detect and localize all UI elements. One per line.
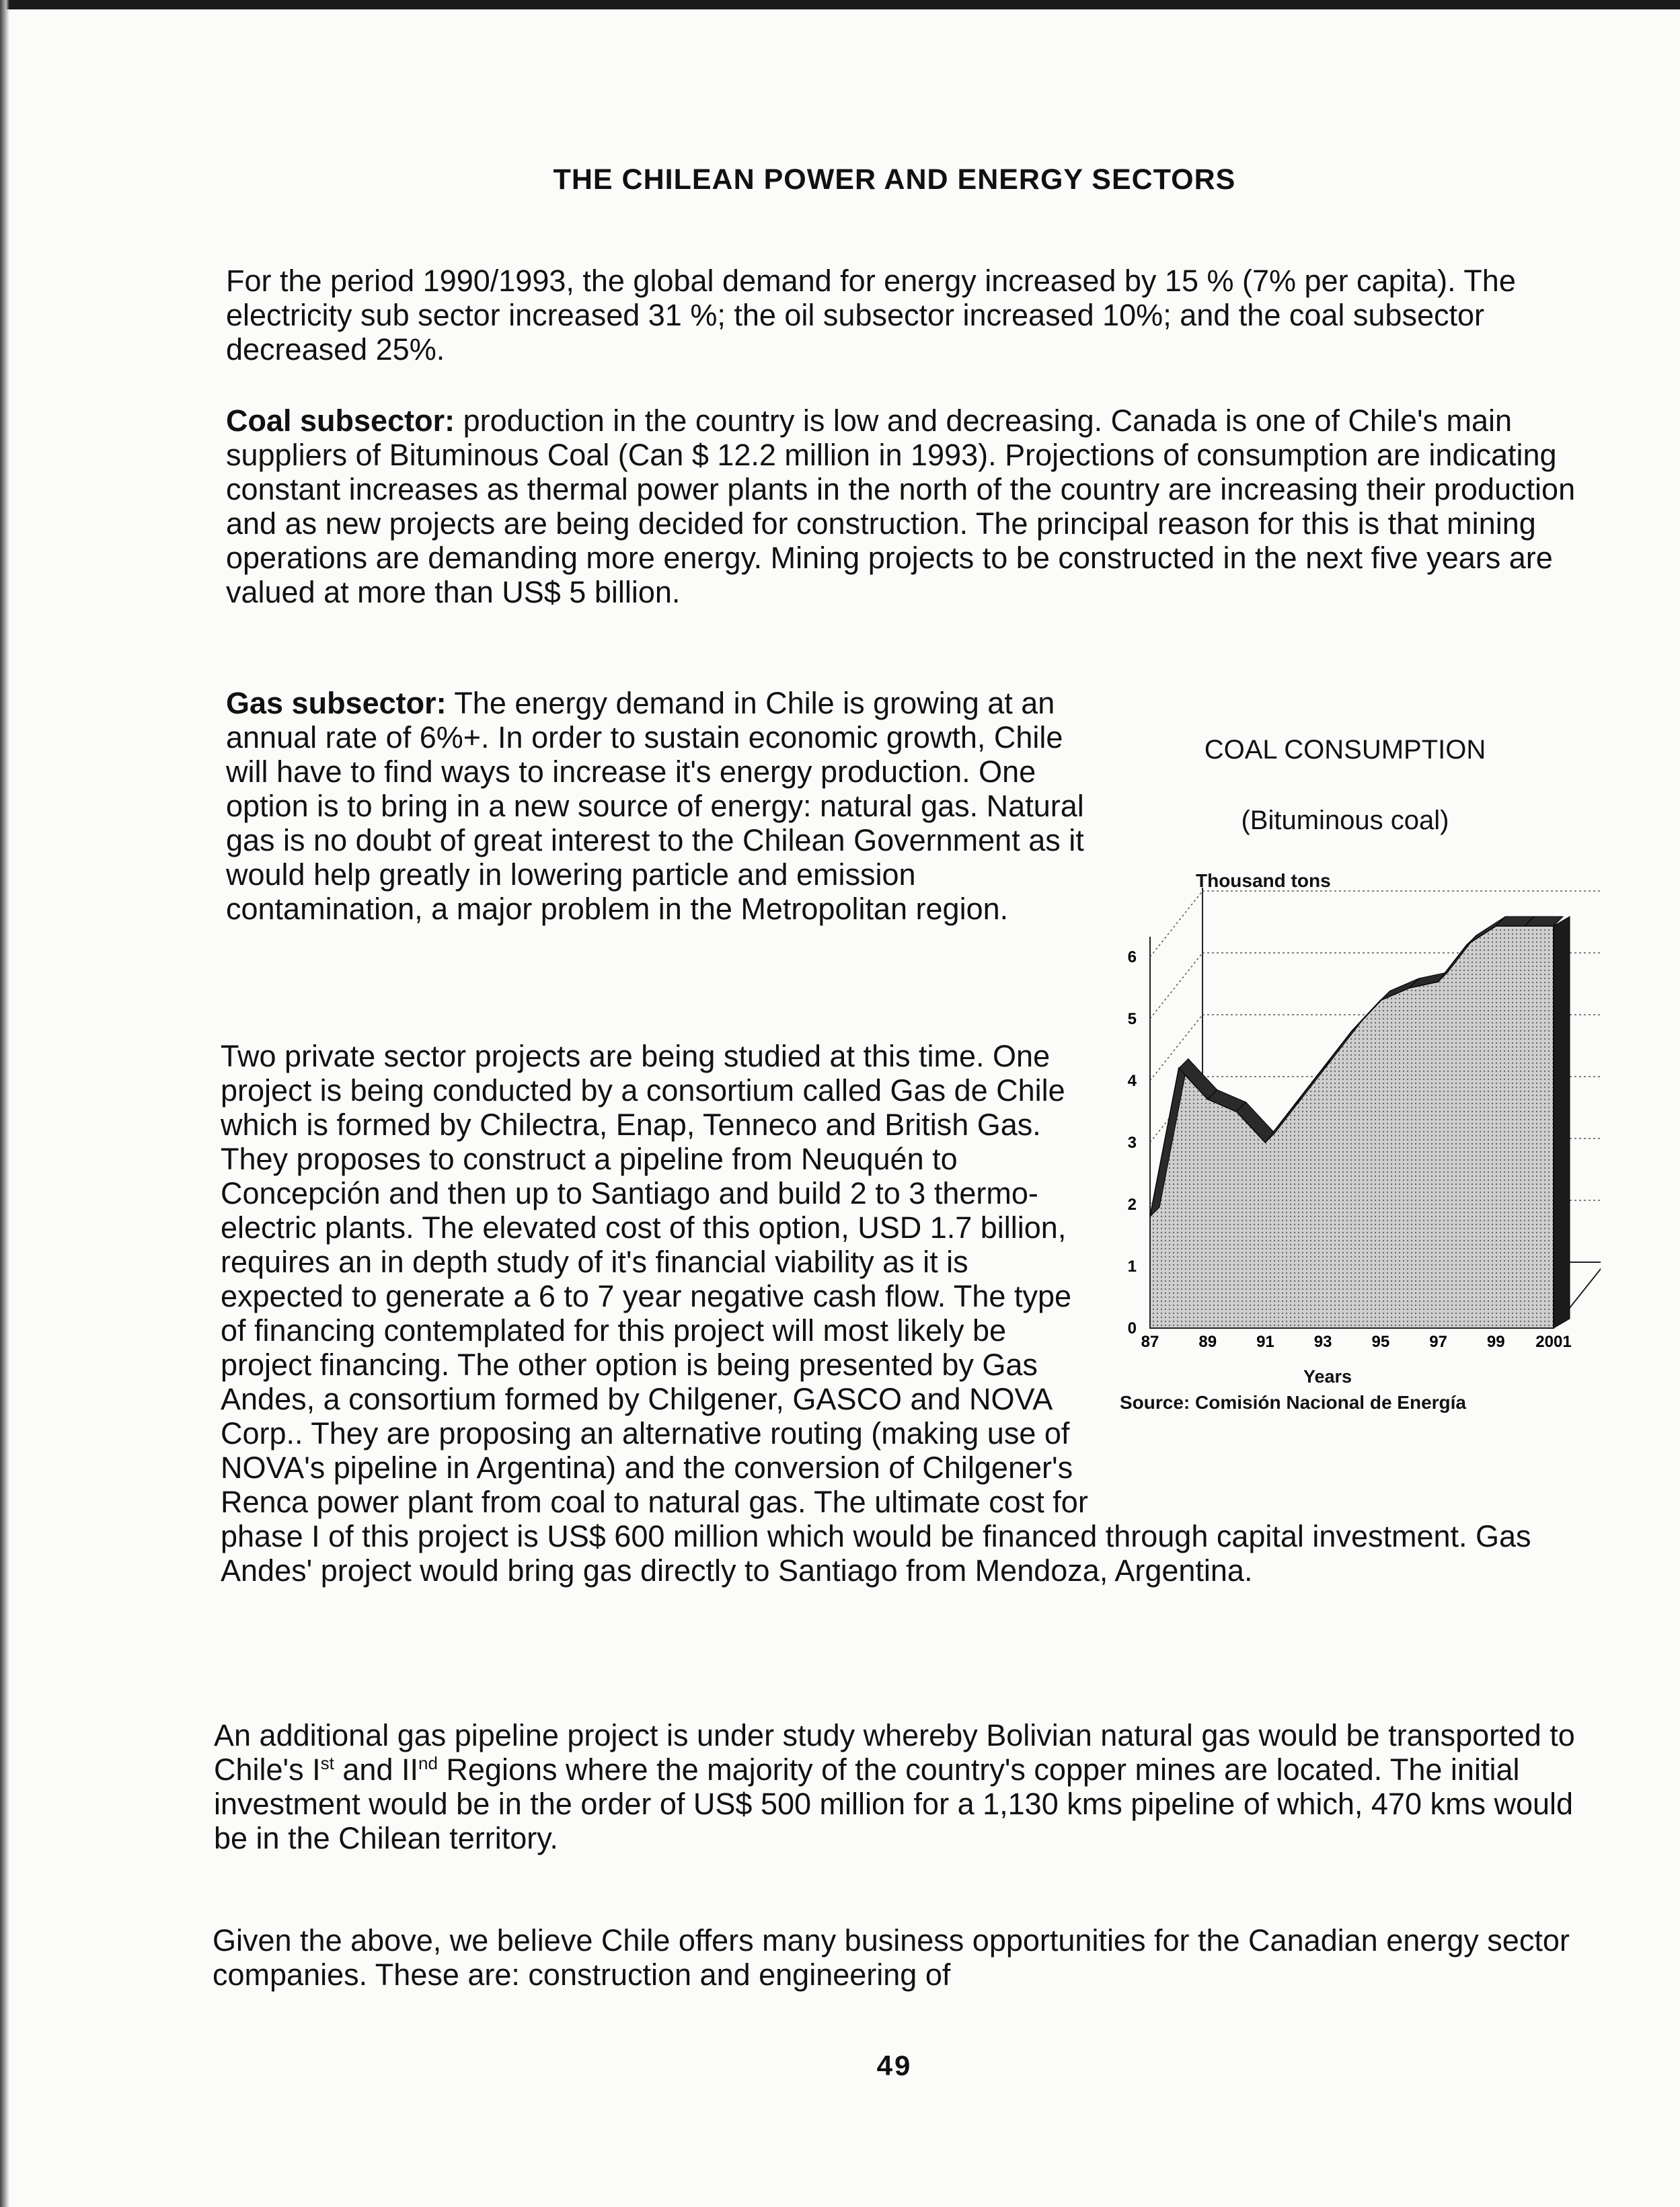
chart-gridline-diagonal xyxy=(1150,891,1202,957)
chart-x-tick-label: 2001 xyxy=(1535,1333,1572,1351)
bolivia-text-1: An additional gas pipeline project is under study whereby Bolivian natural gas would be transported to Chile's I xyxy=(214,1718,1575,1787)
chart-y-tick-label: 1 xyxy=(1127,1257,1137,1276)
chart-y-tick-label: 3 xyxy=(1127,1134,1137,1152)
chart-area-side-wall xyxy=(1554,917,1570,1328)
gas-subsector-text: The energy demand in Chile is growing at an annual rate of 6%+. In order to sustain economic growth, Chile will have to find ways to increase it's energy production. One option is to bring in a new source of energy: natural gas. Natural gas is no doubt of great interest to the Chilean Government as it would help greatly in lowering particle and emission contamination, a major problem in the Metropolitan region. xyxy=(226,686,1084,926)
page-number: 49 xyxy=(876,2050,913,2081)
chart-y-tick-label: 2 xyxy=(1127,1196,1137,1214)
chart-unit-label: Thousand tons xyxy=(1196,870,1331,891)
closing-paragraph: Given the above, we believe Chile offers many business opportunities for the Canadian energy sector companies. These are: construction and engineering of xyxy=(213,1923,1570,1992)
chart-y-tick-label: 0 xyxy=(1127,1319,1137,1338)
chart-x-tick-label: 87 xyxy=(1141,1333,1159,1351)
bolivia-text-2: and II xyxy=(334,1752,418,1787)
chart-source: Source: Comisión Nacional de Energía xyxy=(1120,1392,1467,1413)
intro-paragraph: For the period 1990/1993, the global demand for energy increased by 15 % (7% per capita). The electricity sub sector increased 31 %; the oil subsector increased 10%; and the coal subsector decreased 25%. xyxy=(226,264,1516,366)
coal-subsector-text: production in the country is low and decreasing. Canada is one of Chile's main suppliers of Bituminous Coal (Can $ 12.2 million in 1993). Projections of consumption are indicating constant increases as thermal power plants in the north of the country are increasing their production and as new projects are being decided for construction. The principal reason for this is that mining operations are demanding more energy. Mining projects to be constructed in the next five years are valued at more than US$ 5 billion. xyxy=(226,403,1576,609)
bolivia-superscript-1: st xyxy=(320,1753,334,1773)
coal-consumption-chart xyxy=(1103,888,1601,1358)
chart-gridline-diagonal xyxy=(1150,953,1202,1019)
chart-y-tick-label: 6 xyxy=(1127,948,1137,966)
page-title: THE CHILEAN POWER AND ENERGY SECTORS xyxy=(553,163,1236,196)
chart-x-tick-label: 95 xyxy=(1371,1333,1390,1351)
chart-x-tick-label: 91 xyxy=(1256,1333,1274,1351)
page-top-border xyxy=(0,0,1680,9)
gas-subsector-heading: Gas subsector: xyxy=(226,686,447,720)
bolivia-pipeline-paragraph xyxy=(214,1718,1606,1855)
bolivia-text-3: Regions where the majority of the country's copper mines are located. The initial investment would be in the order of US$ 500 million for a 1,130 kms pipeline of which, 470 kms would be in the Chilean territory. xyxy=(214,1752,1574,1855)
gas-subsector-paragraph xyxy=(226,686,1094,926)
coal-subsector-paragraph xyxy=(226,403,1598,609)
chart-x-tick-label: 97 xyxy=(1429,1333,1447,1351)
chart-subtitle: (Bituminous coal) xyxy=(1241,806,1449,835)
chart-x-axis-label: Years xyxy=(1303,1366,1352,1387)
gas-projects-text: Two private sector projects are being studied at this time. One project is being conducted by a consortium called Gas de Chile which is formed by Chilectra, Enap, Tenneco and British Gas. They proposes to construct a pipeline from Neuquén to Concepción and then up to Santiago and build 2 to 3 thermo-electric plants. The elevated cost of this option, USD 1.7 billion, requires an in depth study of it's financial viability as it is expected to generate a 6 to 7 year negative cash flow. The type of financing contemplated for this project will most likely be project financing. The other option is being presented by Gas Andes, a consortium formed by Chilgener, GASCO and NOVA Corp.. They are proposing an alternative routing (making use of NOVA's pipeline in Argentina) and the conversion of Chilgener's Renca power plant from coal to natural gas. The ultimate cost for phase I of this project is US$ 600 million which would be financed through capital investment. Gas Andes' project would bring gas directly to Santiago from Mendoza, Argentina. xyxy=(221,1039,1531,1588)
chart-area-series xyxy=(1150,926,1554,1328)
chart-x-tick-label: 89 xyxy=(1198,1333,1217,1351)
coal-subsector-heading: Coal subsector: xyxy=(226,403,455,438)
bolivia-superscript-2: nd xyxy=(418,1753,438,1773)
chart-title: COAL CONSUMPTION xyxy=(1204,735,1486,765)
page-left-edge xyxy=(0,0,9,2207)
chart-y-tick-label: 5 xyxy=(1127,1010,1137,1028)
chart-x-tick-label: 99 xyxy=(1486,1333,1505,1351)
chart-y-tick-label: 4 xyxy=(1127,1072,1137,1090)
chart-x-tick-label: 93 xyxy=(1313,1333,1332,1351)
